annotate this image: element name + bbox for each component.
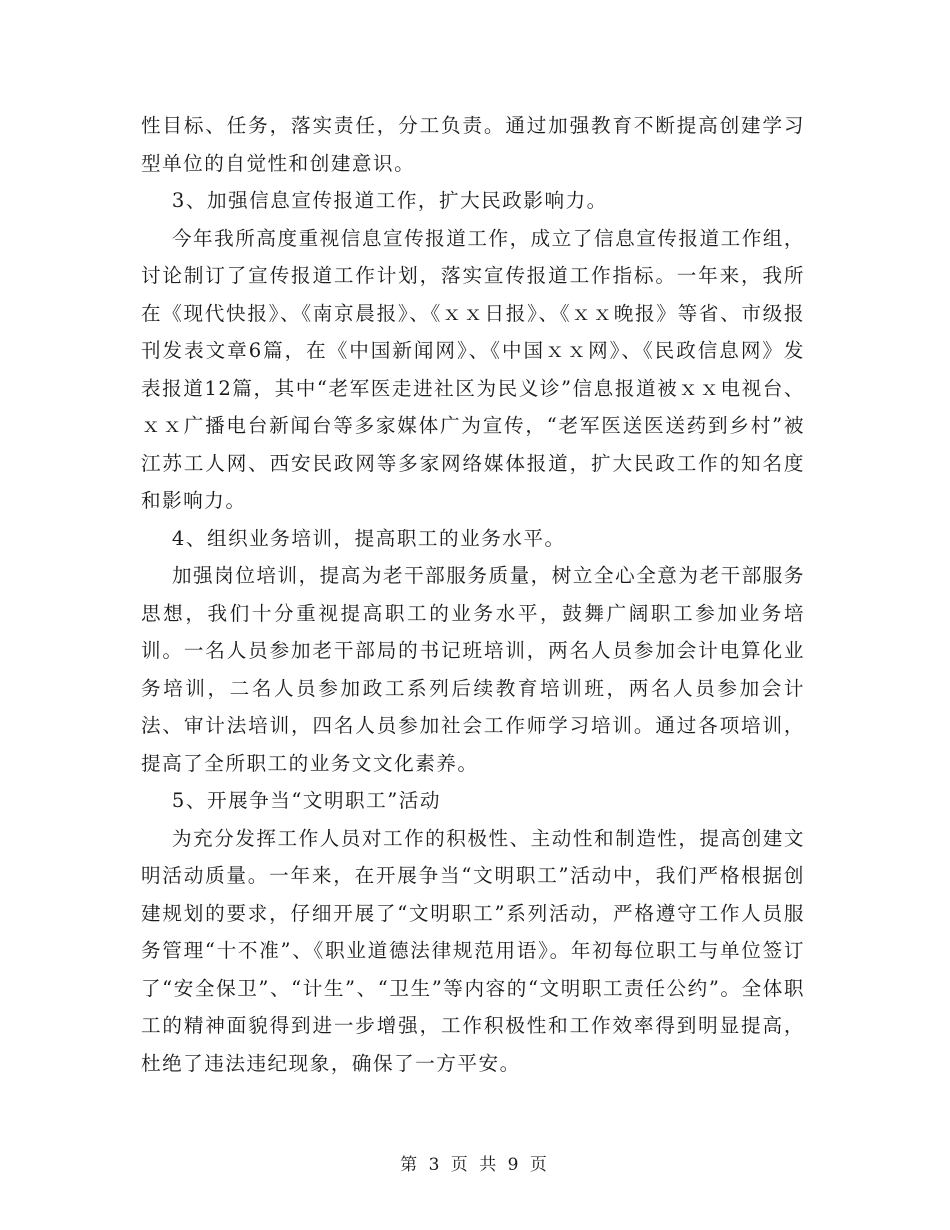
page-number: 第 3 页 共 9 页: [400, 1155, 550, 1175]
heading-item-4: 4、组织业务培训，提高职工的业务水平。: [141, 526, 566, 550]
paragraph-publicity: 今年我所高度重视信息宣传报道工作，成立了信息宣传报道工作组，讨论制订了宣传报道工作计划，落实宣传报道工作指标。一年来，我所在《现代快报》、《南京晨报》、《ｘｘ日报》、《ｘｘ晚报》等省、市级报刊发表文章6篇，在《中国新闻网》、《中国ｘｘ网》、《民政信息网》发表报道12篇，其中“老军医走进社区为民义诊”信息报道被ｘｘ电视台、ｘｘ广播电台新闻台等多家媒体广为宣传，“老军医送医送药到乡村”被江苏工人网、西安民政网等多家网络媒体报道，扩大民政工作的知名度和影响力。: [141, 226, 805, 512]
heading-item-3: 3、加强信息宣传报道工作，扩大民政影响力。: [141, 189, 608, 212]
paragraph-training: 加强岗位培训，提高为老干部服务质量，树立全心全意为老干部服务思想，我们十分重视提高职工的业务水平，鼓舞广阔职工参加业务培训。一名人员参加老干部局的书记班培训，两名人员参加会计电算化业务培训，二名人员参加政工系列后续教育培训班，两名人员参加会计法、审计法培训，四名人员参加社会工作师学习培训。通过各项培训，提高了全所职工的业务文文化素养。: [141, 564, 805, 775]
body-text: [141, 107, 805, 1082]
heading-item-5: 5、开展争当“文明职工”活动: [141, 789, 441, 812]
paragraph-civilized-staff: 为充分发挥工作人员对工作的积极性、主动性和制造性，提高创建文明活动质量。一年来，在开展争当“文明职工”活动中，我们严格根据创建规划的要求，仔细开展了“文明职工”系列活动，严格遵守工作人员服务管理“十不准”、《职业道德法律规范用语》。年初每位职工与单位签订了“安全保卫”、“计生”、“卫生”等内容的“文明职工责任公约”。全体职工的精神面貌得到进一步增强，工作积极性和工作效率得到明显提高，杜绝了违法违纪现象，确保了一方平安。: [141, 826, 805, 1075]
paragraph-continuation: 性目标、任务，落实责任，分工负责。通过加强教育不断提高创建学习型单位的自觉性和创建意识。: [141, 114, 805, 175]
